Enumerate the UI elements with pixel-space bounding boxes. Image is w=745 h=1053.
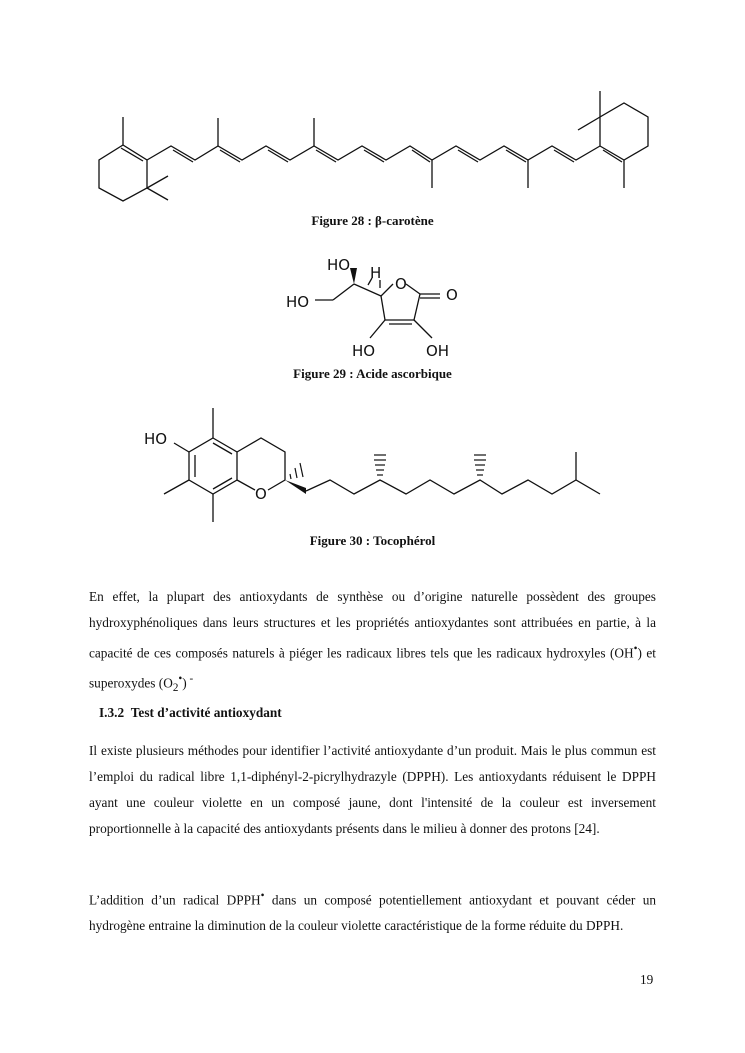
ascorbic-acid-structure: [0, 250, 745, 365]
figure-28-caption: Figure 28 : β-carotène: [311, 213, 434, 228]
figure-29-caption: Figure 29 : Acide ascorbique: [293, 366, 452, 381]
ascorbic-ho-top: HO: [327, 256, 351, 274]
ascorbic-ho-left: HO: [286, 293, 310, 311]
ascorbic-o-ring: O: [395, 275, 407, 293]
section-number: I.3.2: [99, 705, 125, 720]
ascorbic-oh-bottom: OH: [426, 342, 450, 360]
paragraph-antioxidant-groups: En effet, la plupart des antioxydants de synthèse ou d’origine naturelle possèdent des groupes hydroxyphénoliques dans leurs structures et les propriétés antioxydantes sont attribuées en partie, à la capacité de ces composés naturels à piéger les radicaux libres tels que les radicaux hydroxyles (OH•) et superoxydes $(O_2^•)$ -: [89, 589, 656, 695]
figure-beta-carotene: [0, 85, 745, 210]
figure-30-caption: Figure 30 : Tocophérol: [309, 533, 436, 548]
ascorbic-ho-bottom: HO: [352, 342, 376, 360]
page-number: 19: [640, 972, 654, 987]
figure-ascorbic-acid: [0, 250, 745, 365]
paragraph-dpph-method: Il existe plusieurs méthodes pour identifier l’activité antioxydante d’un produit. Mais le plus commun est l’emploi du radical libre 1,1-diphényl-2-picrylhydrazyle (DPPH). Les antioxydants réduisent le DPPH ayant une couleur violette en un composé jaune, dont l'intensité de la couleur est inversement proportionnelle à la capacité des antioxydants présents dans le milieu à donner des protons [24].: [89, 743, 656, 836]
tocopherol-structure: [0, 400, 745, 525]
section-title: Test d’activité antioxydant: [130, 705, 282, 720]
beta-carotene-structure: [0, 85, 745, 210]
ascorbic-h: H: [370, 264, 382, 282]
ascorbic-o-carbonyl: O: [446, 286, 458, 304]
paragraph-dpph-radical: L’addition d’un radical DPPH• dans un composé potentiellement antioxydant et pouvant céder un hydrogène entraine la diminution de la couleur violette caractéristique de la forme réduite du DPPH.: [89, 890, 657, 934]
figure-tocopherol: [0, 400, 745, 525]
tocopherol-o-ring: O: [255, 485, 267, 503]
tocopherol-ho: HO: [144, 430, 168, 448]
section-heading: [99, 705, 282, 721]
